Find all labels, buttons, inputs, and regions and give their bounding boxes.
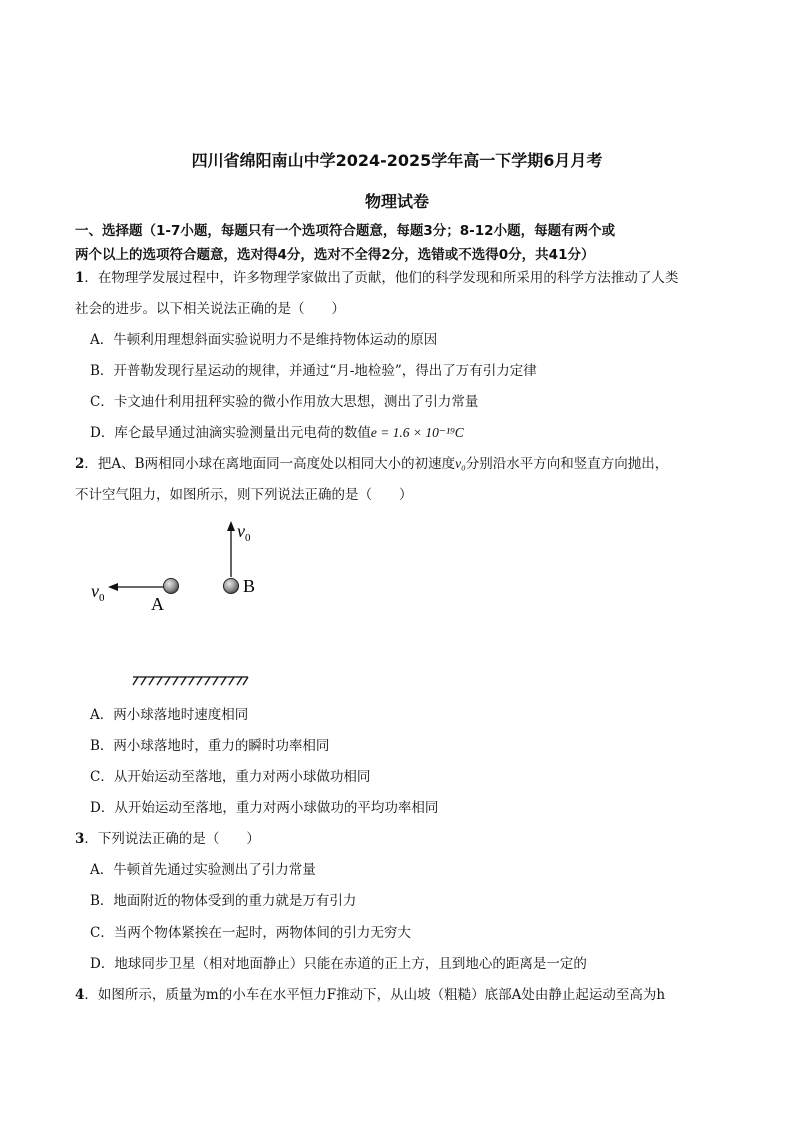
ball-a <box>164 579 179 594</box>
label-v0-up: $v_0$ <box>237 521 251 544</box>
q3-option-d[interactable]: D．地球同步卫星（相对地面静止）只能在赤道的正上方，且到地心的距离是一定的 <box>90 956 587 972</box>
q2-stem-text-1b: 分别沿水平方向和竖直方向抛出， <box>465 456 669 472</box>
q2-option-d[interactable]: D．从开始运动至落地，重力对两小球做功的平均功率相同 <box>90 800 439 816</box>
q2-option-c[interactable]: C．从开始运动至落地，重力对两小球做功相同 <box>90 769 371 785</box>
q1-option-c[interactable]: C．卡文迪什利用扭秤实验的微小作用放大思想，测出了引力常量 <box>90 394 479 410</box>
q1-stem-text-1: ．在物理学发展过程中，许多物理学家做出了贡献，他们的科学发现和所采用的科学方法推动了人类 <box>84 270 679 286</box>
ball-b <box>224 579 239 594</box>
q3-option-c[interactable]: C．当两个物体紧挨在一起时，两物体间的引力无穷大 <box>90 925 411 941</box>
q1-option-a[interactable]: A．牛顿利用理想斜面实验说明力不是维持物体运动的原因 <box>90 332 438 348</box>
q4-stem <box>75 985 725 1005</box>
section-line-2: 两个以上的选项符合题意，选对得4分，选对不全得2分，选错或不选得0分，共41分） <box>75 247 595 263</box>
q3-option-b[interactable]: B．地面附近的物体受到的重力就是万有引力 <box>90 893 357 909</box>
q1-option-d-formula: e = 1.6 × 10⁻¹⁹C <box>370 425 464 440</box>
q3-option-a[interactable]: A．牛顿首先通过实验测出了引力常量 <box>90 862 316 878</box>
q4-stem-text: ．如图所示，质量为m的小车在水平恒力F推动下，从山坡（粗糙）底部A处由静止起运动至高为h <box>84 987 666 1003</box>
q2-figure <box>80 515 280 695</box>
label-v0-left: $v_0$ <box>91 581 105 604</box>
q1-option-d-text: D．库仑最早通过油滴实验测量出元电荷的数值 <box>90 425 371 441</box>
exam-subtitle: 物理试卷 <box>364 192 429 211</box>
q3-number: 3 <box>75 831 85 847</box>
ground-hatch <box>133 677 248 685</box>
q1-option-b[interactable]: B．开普勒发现行星运动的规律，并通过“月-地检验”，得出了万有引力定律 <box>90 363 537 379</box>
label-a: A <box>151 594 164 614</box>
q2-number: 2 <box>75 456 85 472</box>
label-b: B <box>243 576 256 596</box>
exam-title: 四川省绵阳南山中学2024-2025学年高一下学期6月月考 <box>191 151 603 170</box>
q2-stem-line-1 <box>75 454 725 474</box>
q4-number: 4 <box>75 987 85 1003</box>
q1-option-d[interactable] <box>90 423 740 443</box>
section-line-1: 一、选择题（1-7小题，每题只有一个选项符合题意，每题3分；8-12小题，每题有两个或 <box>75 223 616 239</box>
section-instructions <box>75 219 725 267</box>
q2-stem-text-1a: ．把A、B两相同小球在离地面同一高度处以相同大小的初速度 <box>84 456 456 472</box>
q1-stem-line-1 <box>75 268 725 288</box>
q1-number: 1 <box>75 270 85 286</box>
arrow-left-head <box>108 583 118 591</box>
q2-stem-line-2: 不计空气阻力，如图所示，则下列说法正确的是（ ） <box>75 487 413 503</box>
q2-option-a[interactable]: A．两小球落地时速度相同 <box>90 707 249 723</box>
q3-stem <box>75 829 725 849</box>
q1-stem-line-2: 社会的进步。以下相关说法正确的是（ ） <box>75 301 345 317</box>
arrow-up-head <box>227 521 235 531</box>
q2-stem-math-v0: v₀ <box>455 456 466 471</box>
q2-option-b[interactable]: B．两小球落地时，重力的瞬时功率相同 <box>90 738 330 754</box>
q3-stem-text: ．下列说法正确的是（ ） <box>84 831 260 847</box>
